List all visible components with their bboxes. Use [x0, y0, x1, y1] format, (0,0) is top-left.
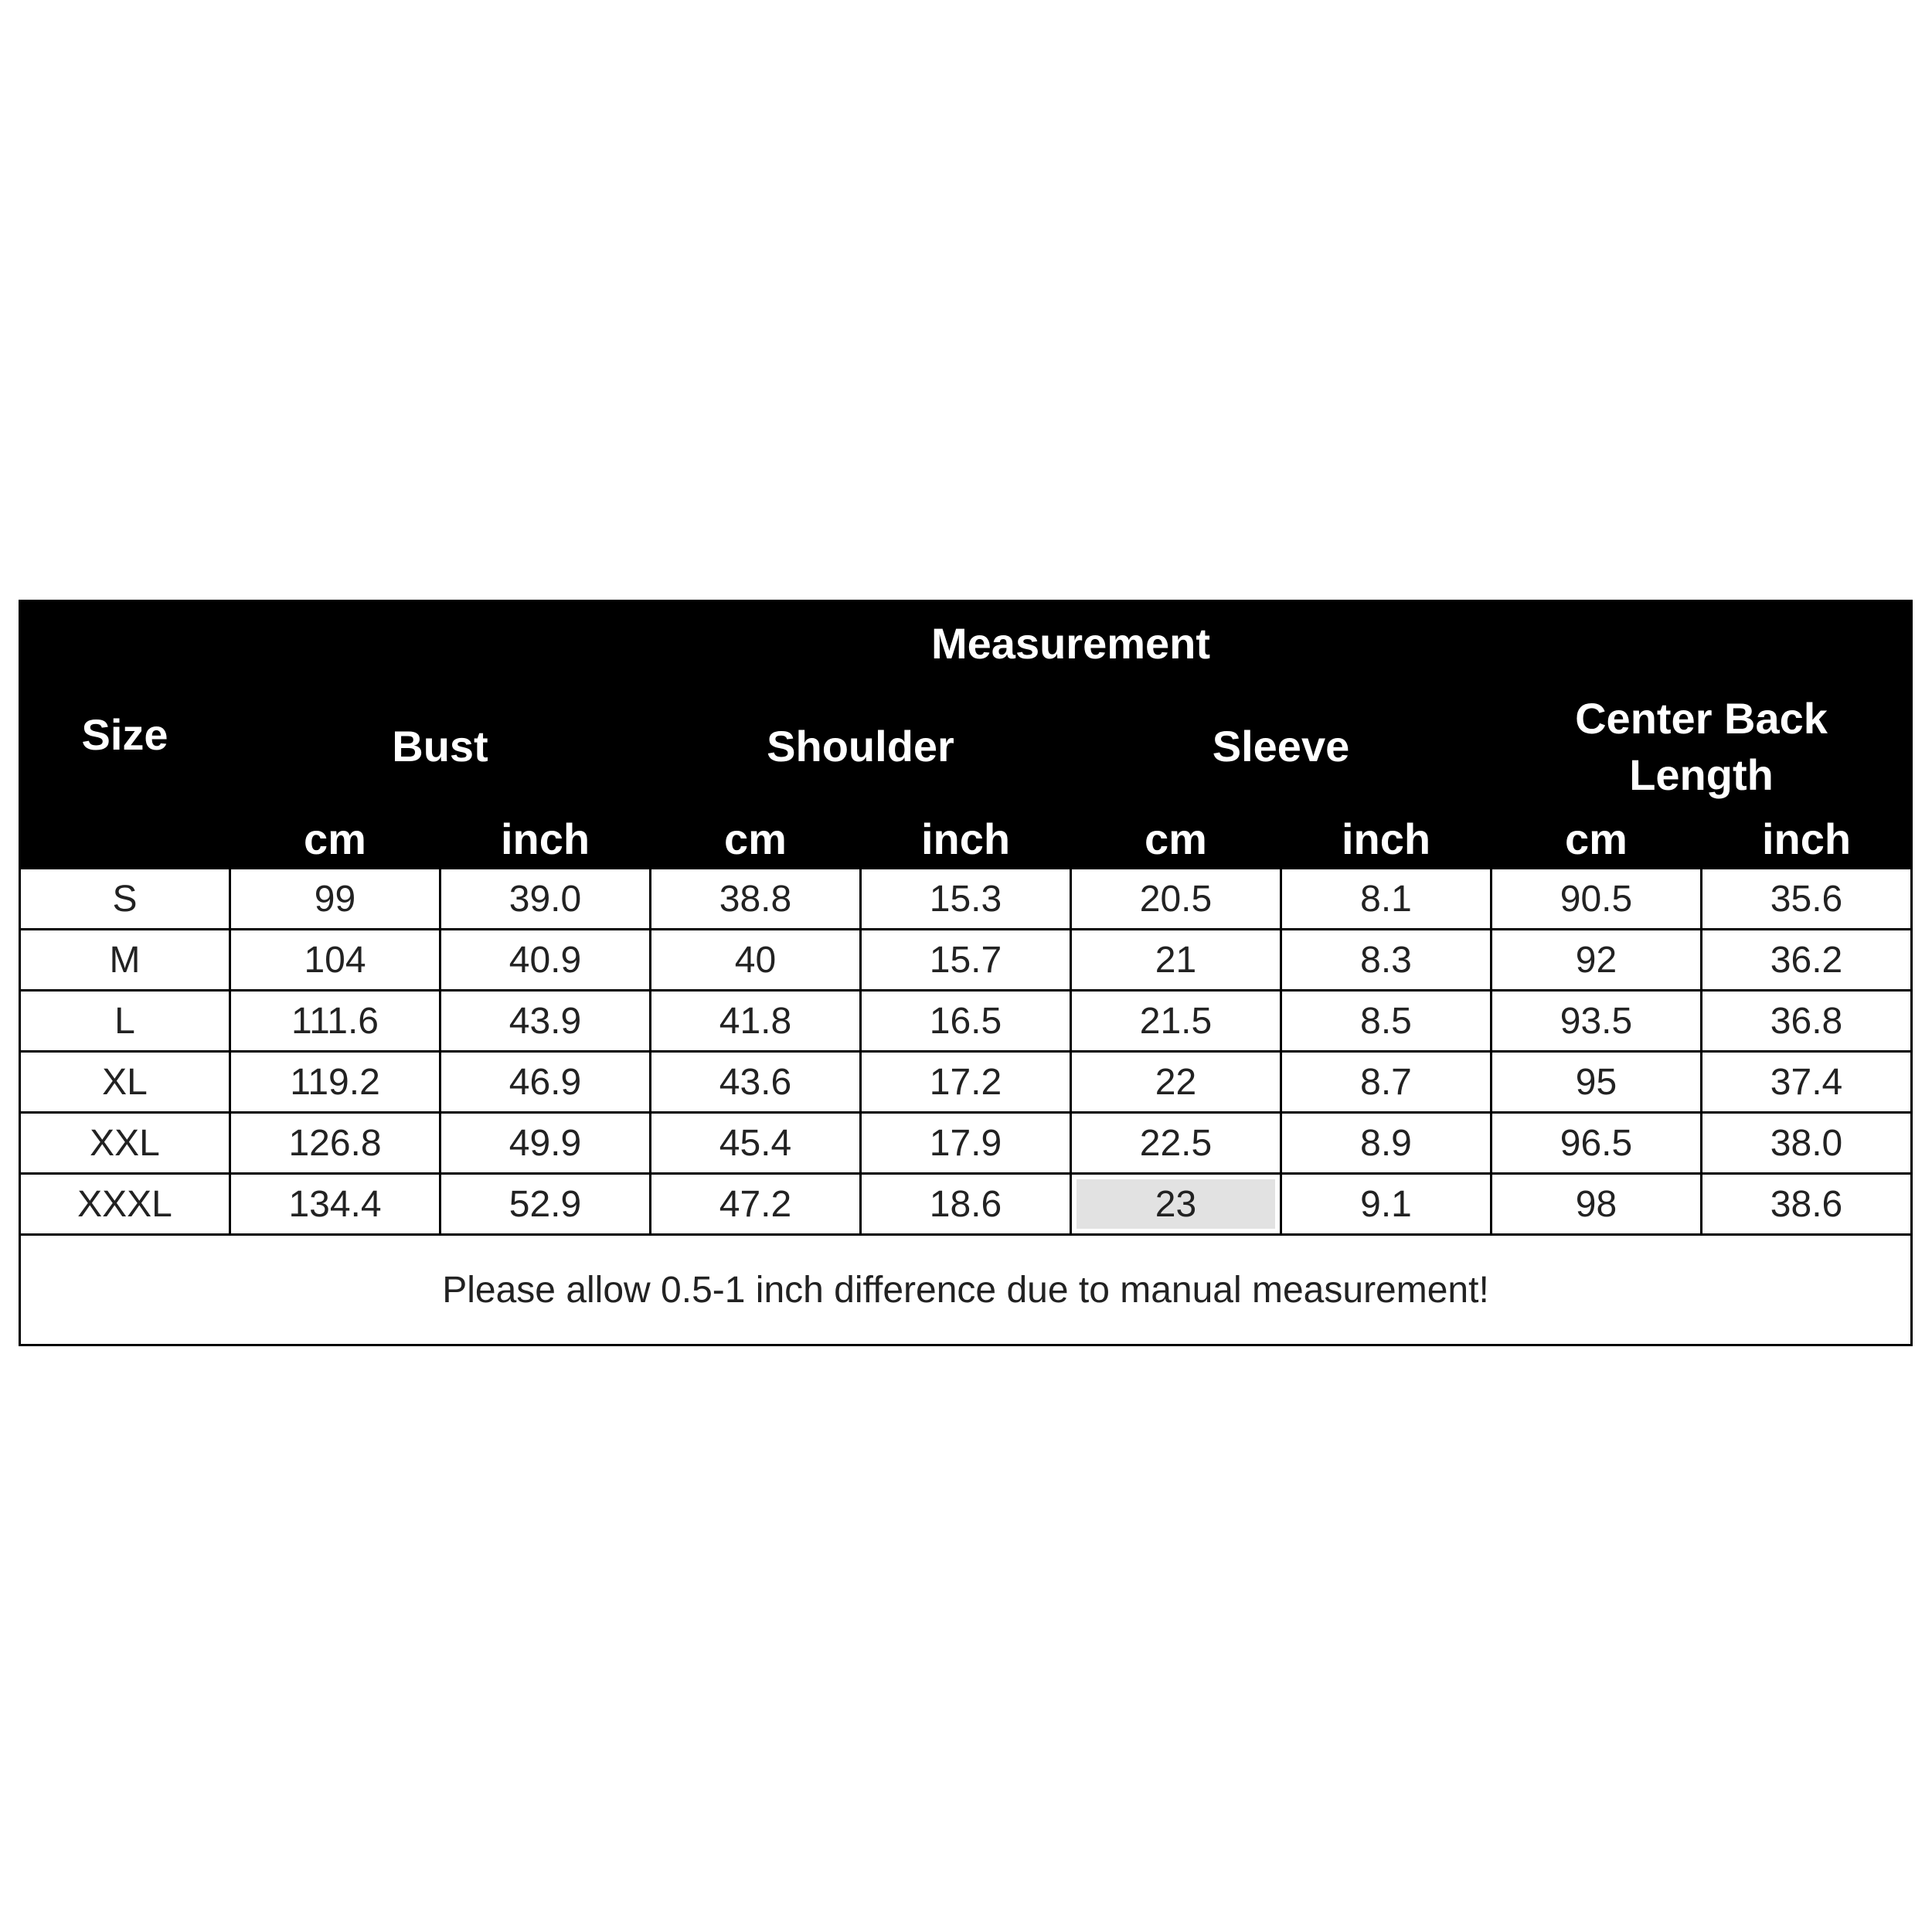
value-cell: 92	[1492, 930, 1702, 991]
value-cell: 45.4	[651, 1113, 861, 1174]
value-cell: 90.5	[1492, 869, 1702, 930]
bust-header: Bust	[230, 685, 651, 809]
measurement-note: Please allow 0.5-1 inch difference due to manual measurement!	[20, 1235, 1912, 1345]
value-cell: 8.3	[1281, 930, 1492, 991]
value-cell: 8.7	[1281, 1052, 1492, 1113]
value-cell: 36.2	[1702, 930, 1912, 991]
unit-header: cm	[651, 809, 861, 869]
size-cell: XXXL	[20, 1174, 230, 1235]
table-row	[20, 1174, 1912, 1235]
value-cell: 134.4	[230, 1174, 440, 1235]
value-cell: 93.5	[1492, 991, 1702, 1052]
value-cell: 111.6	[230, 991, 440, 1052]
value-cell: 8.1	[1281, 869, 1492, 930]
value-cell: 43.6	[651, 1052, 861, 1113]
unit-header: cm	[1492, 809, 1702, 869]
size-cell: M	[20, 930, 230, 991]
value-cell: 15.3	[861, 869, 1071, 930]
value-cell: 8.5	[1281, 991, 1492, 1052]
value-cell: 40	[651, 930, 861, 991]
size-header: Size	[20, 601, 230, 869]
center-back-length-header: Center Back Length	[1492, 685, 1912, 809]
table-row	[20, 991, 1912, 1052]
measurement-header: Measurement	[230, 601, 1912, 685]
value-cell: 52.9	[440, 1174, 651, 1235]
value-cell: 38.0	[1702, 1113, 1912, 1174]
value-cell: 98	[1492, 1174, 1702, 1235]
value-cell: 18.6	[861, 1174, 1071, 1235]
value-cell: 16.5	[861, 991, 1071, 1052]
table-row	[20, 869, 1912, 930]
highlighted-value-cell: 23	[1071, 1174, 1281, 1235]
value-cell: 36.8	[1702, 991, 1912, 1052]
unit-header: inch	[1702, 809, 1912, 869]
size-cell: XL	[20, 1052, 230, 1113]
value-cell: 8.9	[1281, 1113, 1492, 1174]
value-cell: 46.9	[440, 1052, 651, 1113]
shoulder-header: Shoulder	[651, 685, 1071, 809]
value-cell: 22	[1071, 1052, 1281, 1113]
unit-header: inch	[1281, 809, 1492, 869]
unit-header: inch	[861, 809, 1071, 869]
value-cell: 15.7	[861, 930, 1071, 991]
unit-header: inch	[440, 809, 651, 869]
value-cell: 37.4	[1702, 1052, 1912, 1113]
value-cell: 35.6	[1702, 869, 1912, 930]
unit-header: cm	[230, 809, 440, 869]
value-cell: 38.6	[1702, 1174, 1912, 1235]
table-row	[20, 930, 1912, 991]
value-cell: 47.2	[651, 1174, 861, 1235]
value-cell: 20.5	[1071, 869, 1281, 930]
unit-header: cm	[1071, 809, 1281, 869]
value-cell: 21.5	[1071, 991, 1281, 1052]
size-cell: S	[20, 869, 230, 930]
value-cell: 40.9	[440, 930, 651, 991]
value-cell: 49.9	[440, 1113, 651, 1174]
value-cell: 21	[1071, 930, 1281, 991]
value-cell: 17.2	[861, 1052, 1071, 1113]
value-cell: 96.5	[1492, 1113, 1702, 1174]
value-cell: 17.9	[861, 1113, 1071, 1174]
value-cell: 99	[230, 869, 440, 930]
size-cell: XXL	[20, 1113, 230, 1174]
value-cell: 22.5	[1071, 1113, 1281, 1174]
value-cell: 39.0	[440, 869, 651, 930]
value-cell: 126.8	[230, 1113, 440, 1174]
table-row	[20, 1052, 1912, 1113]
sleeve-header: Sleeve	[1071, 685, 1492, 809]
value-cell: 95	[1492, 1052, 1702, 1113]
value-cell: 104	[230, 930, 440, 991]
value-cell: 119.2	[230, 1052, 440, 1113]
value-cell: 43.9	[440, 991, 651, 1052]
value-cell: 9.1	[1281, 1174, 1492, 1235]
value-cell: 38.8	[651, 869, 861, 930]
size-cell: L	[20, 991, 230, 1052]
table-row	[20, 1113, 1912, 1174]
value-cell: 41.8	[651, 991, 861, 1052]
size-chart-table	[19, 600, 1913, 1346]
